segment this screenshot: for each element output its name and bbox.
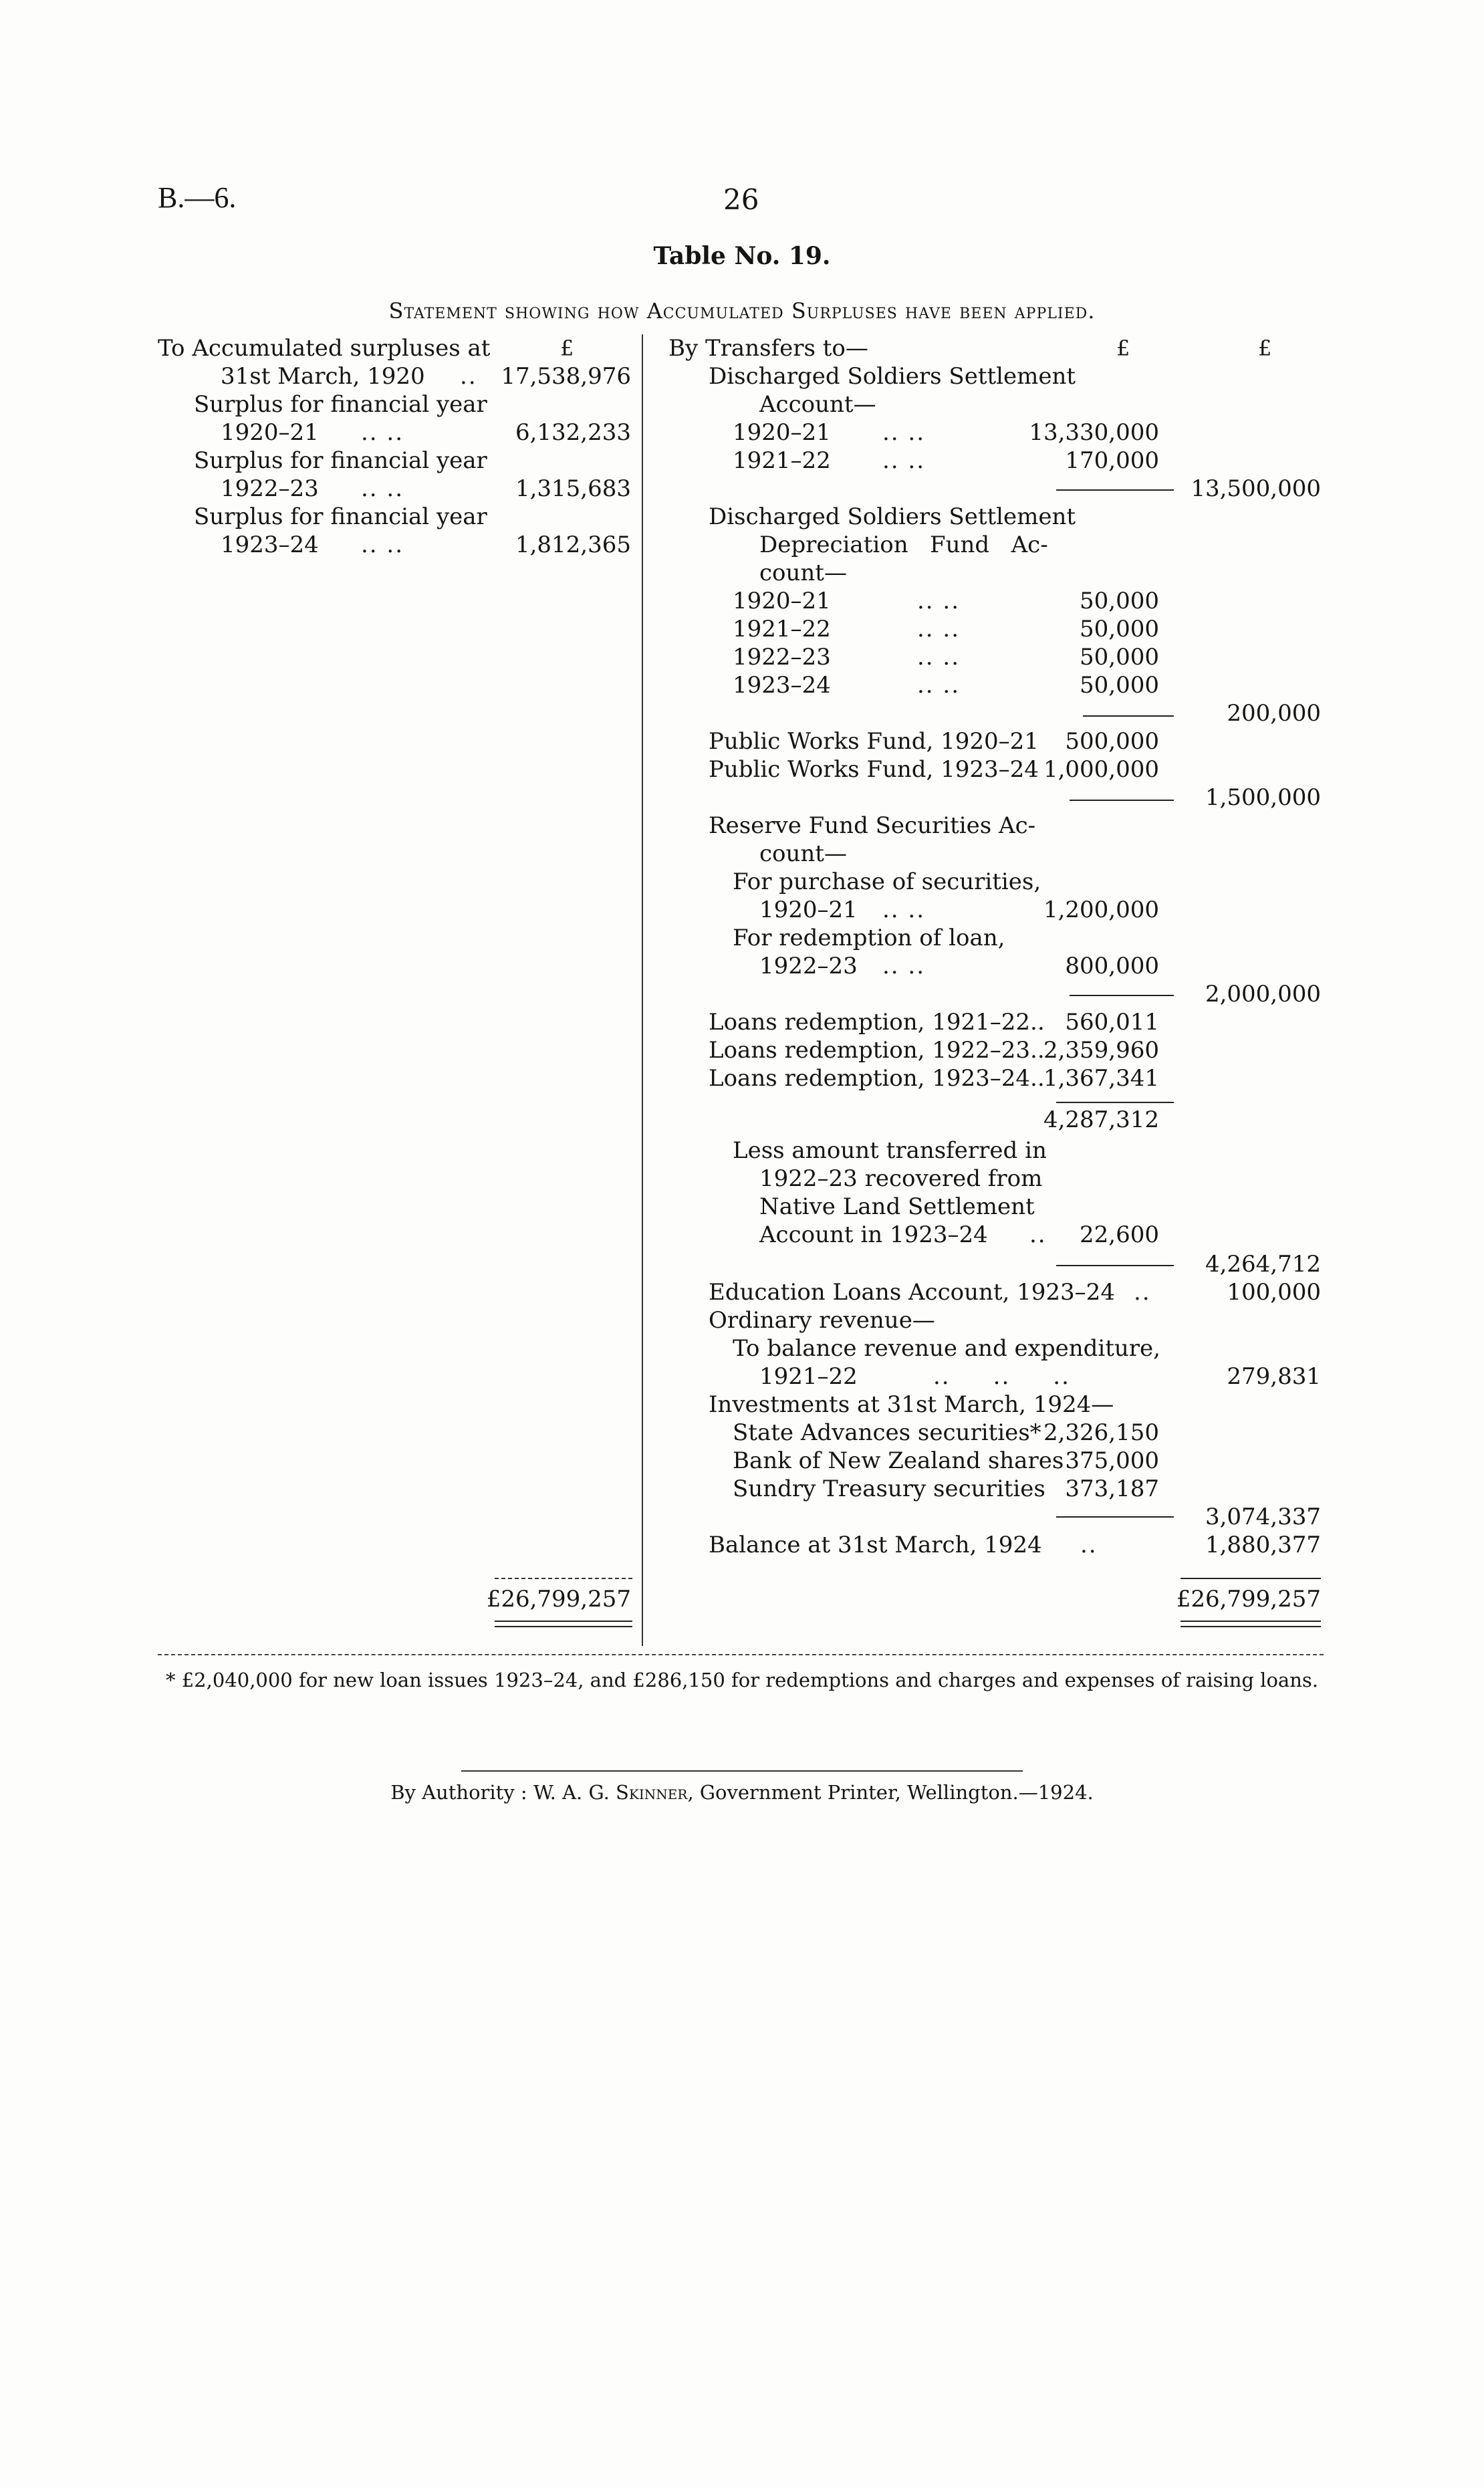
- right-line: [642, 1334, 1337, 1363]
- right-line-text: For purchase of securities,: [733, 868, 1041, 895]
- leader-dots: .. ..: [361, 419, 404, 446]
- right-line-text: Native Land Settlement: [759, 1193, 1035, 1220]
- right-line: [642, 447, 1337, 475]
- leader-dots: .. ..: [917, 588, 961, 614]
- right-line: [642, 1036, 1337, 1064]
- right-line-text: 1922–23 recovered from: [759, 1165, 1043, 1192]
- right-currency-col2: £: [1258, 336, 1272, 361]
- leader-dots: ..: [1134, 1279, 1151, 1306]
- leader-dots: .. .. ..: [933, 1363, 1070, 1390]
- right-line-text: Loans redemption, 1923–24..: [709, 1065, 1045, 1092]
- left-line-text: 1920–21: [221, 419, 319, 446]
- table-title: Table No. 19.: [653, 242, 831, 270]
- right-line-text: 1923–24: [733, 672, 831, 699]
- right-line-text: Account in 1923–24: [759, 1221, 988, 1248]
- right-line: [642, 924, 1337, 952]
- right-double-rule: [1181, 1626, 1321, 1627]
- imprint-printer-name: W. A. G. Skinner: [533, 1781, 688, 1804]
- right-line-text: Bank of New Zealand shares: [733, 1447, 1064, 1474]
- right-line-text: Ordinary revenue—: [709, 1307, 935, 1334]
- left-double-rule: [495, 1626, 632, 1627]
- leader-dots: .. ..: [917, 616, 961, 642]
- right-col1-value: 2,359,960: [1043, 1037, 1159, 1064]
- right-line: [642, 1221, 1337, 1249]
- left-line-text: Surplus for financial year: [194, 503, 487, 530]
- right-line: [642, 1363, 1337, 1391]
- right-col1-value: 50,000: [1080, 644, 1159, 671]
- right-currency-col1: £: [1116, 336, 1130, 361]
- left-line: [0, 390, 642, 419]
- right-line-text: 1922–23: [759, 953, 858, 979]
- right-line-text: 1922–23: [733, 644, 831, 671]
- right-line: [642, 1193, 1337, 1221]
- right-total-rule: [1181, 1578, 1321, 1579]
- right-col2-value: 4,264,712: [1205, 1251, 1321, 1278]
- leader-dots: .. ..: [917, 672, 961, 699]
- right-line: [642, 1447, 1337, 1475]
- right-line: [642, 1419, 1337, 1447]
- right-line: [642, 475, 1337, 503]
- right-line: [642, 1531, 1337, 1559]
- right-line-text: 1921–22: [759, 1363, 858, 1390]
- left-line-value: 1,315,683: [515, 475, 631, 502]
- left-line: [0, 475, 642, 503]
- right-line: [642, 1306, 1337, 1334]
- left-line: [0, 419, 642, 447]
- left-line-text: Surplus for financial year: [194, 447, 487, 474]
- right-col1-value: 13,330,000: [1029, 419, 1159, 446]
- right-line-text: count—: [759, 840, 847, 867]
- left-line-text: Surplus for financial year: [194, 391, 487, 418]
- right-line-text: State Advances securities*: [733, 1419, 1041, 1446]
- leader-dots: .. ..: [882, 447, 926, 474]
- right-line: [642, 812, 1337, 840]
- right-col1-value: 1,367,341: [1043, 1065, 1159, 1092]
- right-col2-value: 3,074,337: [1205, 1504, 1321, 1530]
- leader-dots: .. ..: [882, 897, 926, 923]
- right-line: [642, 980, 1337, 1008]
- right-line: [642, 671, 1337, 699]
- left-line-text: 1923–24: [221, 531, 319, 558]
- right-line: [642, 1503, 1337, 1531]
- right-line: [642, 587, 1337, 615]
- imprint: [0, 1781, 1484, 1804]
- document-reference: B.—6.: [158, 181, 237, 214]
- leader-dots: .. ..: [361, 531, 404, 558]
- right-line-text: Reserve Fund Securities Ac-: [709, 812, 1036, 839]
- right-line-text: Public Works Fund, 1923–24: [709, 756, 1039, 783]
- left-total: £26,799,257: [486, 1586, 631, 1613]
- imprint-rest: , Government Printer, Wellington.—1924.: [687, 1781, 1094, 1804]
- right-line-text: Account—: [759, 391, 876, 418]
- right-line: [642, 643, 1337, 671]
- left-currency-header: £: [560, 336, 574, 361]
- right-line-text: 1921–22: [733, 616, 831, 642]
- right-total: £26,799,257: [1176, 1586, 1321, 1613]
- footnote: * £2,040,000 for new loan issues 1923–24, and £286,150 for redemptions and charges and expenses of raising loans.: [166, 1669, 1318, 1691]
- right-line-text: Less amount transferred in: [733, 1137, 1047, 1164]
- right-line: [642, 840, 1337, 868]
- right-col1-value: 170,000: [1065, 447, 1159, 474]
- leader-dots: ..: [1080, 1532, 1098, 1558]
- right-line-text: For redemption of loan,: [733, 925, 1005, 951]
- right-line-text: Education Loans Account, 1923–24: [709, 1279, 1115, 1306]
- right-double-rule: [1181, 1621, 1321, 1622]
- page-number: 26: [723, 183, 759, 216]
- right-line-text: Public Works Fund, 1920–21: [709, 728, 1039, 755]
- right-col1-value: 560,011: [1065, 1009, 1159, 1036]
- left-line: [0, 531, 642, 559]
- right-col1-value: 1,000,000: [1043, 756, 1159, 783]
- right-col1-value: 500,000: [1065, 728, 1159, 755]
- right-col2-value: 13,500,000: [1191, 475, 1321, 502]
- left-line-text: 31st March, 1920: [221, 363, 425, 390]
- right-line: [642, 727, 1337, 755]
- left-line-value: 17,538,976: [501, 363, 631, 390]
- right-col2-value: 1,500,000: [1205, 784, 1321, 811]
- right-col1-value: 50,000: [1080, 672, 1159, 699]
- imprint-rule: [461, 1770, 1023, 1772]
- table-bottom-rule: [158, 1654, 1324, 1655]
- right-line: [642, 784, 1337, 812]
- right-line: [642, 615, 1337, 643]
- right-line: [642, 1008, 1337, 1036]
- right-line-text: Discharged Soldiers Settlement: [709, 503, 1076, 530]
- right-line: [642, 699, 1337, 727]
- right-line-text: 1920–21: [733, 588, 831, 614]
- right-line: [642, 1106, 1337, 1134]
- left-line: [0, 503, 642, 531]
- leader-dots: .. ..: [917, 644, 961, 671]
- right-line: [642, 1165, 1337, 1193]
- right-col1-value: 22,600: [1080, 1221, 1159, 1248]
- right-col2-value: 100,000: [1227, 1279, 1321, 1306]
- right-line: [642, 1278, 1337, 1306]
- right-line-text: By Transfers to—: [668, 335, 868, 362]
- right-line: [642, 362, 1337, 390]
- right-line: [642, 952, 1337, 980]
- right-col2-value: 279,831: [1227, 1363, 1321, 1390]
- right-line: [642, 1475, 1337, 1503]
- leader-dots: ..: [1029, 1221, 1047, 1248]
- left-total-rule: [495, 1578, 632, 1579]
- left-line-value: 1,812,365: [515, 531, 631, 558]
- right-line-text: Loans redemption, 1921–22..: [709, 1009, 1045, 1036]
- leader-dots: .. ..: [361, 475, 404, 502]
- leader-dots: ..: [460, 363, 477, 390]
- right-col1-value: 50,000: [1080, 588, 1159, 614]
- left-double-rule: [495, 1621, 632, 1622]
- right-line-text: Loans redemption, 1922–23..: [709, 1037, 1045, 1064]
- right-line-text: Discharged Soldiers Settlement: [709, 363, 1076, 390]
- right-line-text: 1920–21: [759, 897, 858, 923]
- right-col2-value: 200,000: [1227, 700, 1321, 727]
- right-line: [642, 896, 1337, 924]
- right-line: [642, 559, 1337, 587]
- right-line: [642, 419, 1337, 447]
- statement-subtitle: Statement showing how Accumulated Surpluses have been applied.: [388, 298, 1096, 324]
- left-line: [0, 362, 642, 390]
- right-line-text: Depreciation Fund Ac-: [759, 531, 1048, 558]
- right-col1-value: 373,187: [1065, 1475, 1159, 1502]
- right-line-text: count—: [759, 560, 847, 586]
- right-line: [642, 1137, 1337, 1165]
- left-line-text: 1922–23: [221, 475, 319, 502]
- right-line-text: Balance at 31st March, 1924: [709, 1532, 1042, 1558]
- right-line-text: 1921–22: [733, 447, 831, 474]
- left-line-text: To Accumulated surpluses at: [158, 335, 491, 362]
- leader-dots: .. ..: [882, 419, 926, 446]
- right-line: [642, 1391, 1337, 1419]
- right-line: [642, 1064, 1337, 1092]
- left-line-value: 6,132,233: [515, 419, 631, 446]
- right-line: [642, 1250, 1337, 1278]
- right-line-text: Sundry Treasury securities: [733, 1475, 1045, 1502]
- right-line: [642, 868, 1337, 896]
- right-line-text: To balance revenue and expenditure,: [733, 1335, 1160, 1362]
- right-col2-value: 1,880,377: [1205, 1532, 1321, 1558]
- right-col1-value: 800,000: [1065, 953, 1159, 979]
- right-line: [642, 531, 1337, 559]
- right-line-text: Investments at 31st March, 1924—: [709, 1391, 1114, 1418]
- leader-dots: .. ..: [882, 953, 926, 979]
- left-line: [0, 334, 642, 362]
- right-line: [642, 334, 1337, 362]
- right-line-text: 1920–21: [733, 419, 831, 446]
- right-col1-value: 50,000: [1080, 616, 1159, 642]
- right-line: [642, 503, 1337, 531]
- right-col1-value: 2,326,150: [1043, 1419, 1159, 1446]
- right-line: [642, 390, 1337, 419]
- subtotal-rule: [1056, 1102, 1174, 1103]
- left-line: [0, 447, 642, 475]
- right-col2-value: 2,000,000: [1205, 981, 1321, 1008]
- right-col1-value: 1,200,000: [1043, 897, 1159, 923]
- right-line: [642, 755, 1337, 784]
- imprint-prefix: By Authority :: [390, 1781, 527, 1804]
- right-col1-value: 4,287,312: [1043, 1106, 1159, 1133]
- right-col1-value: 375,000: [1065, 1447, 1159, 1474]
